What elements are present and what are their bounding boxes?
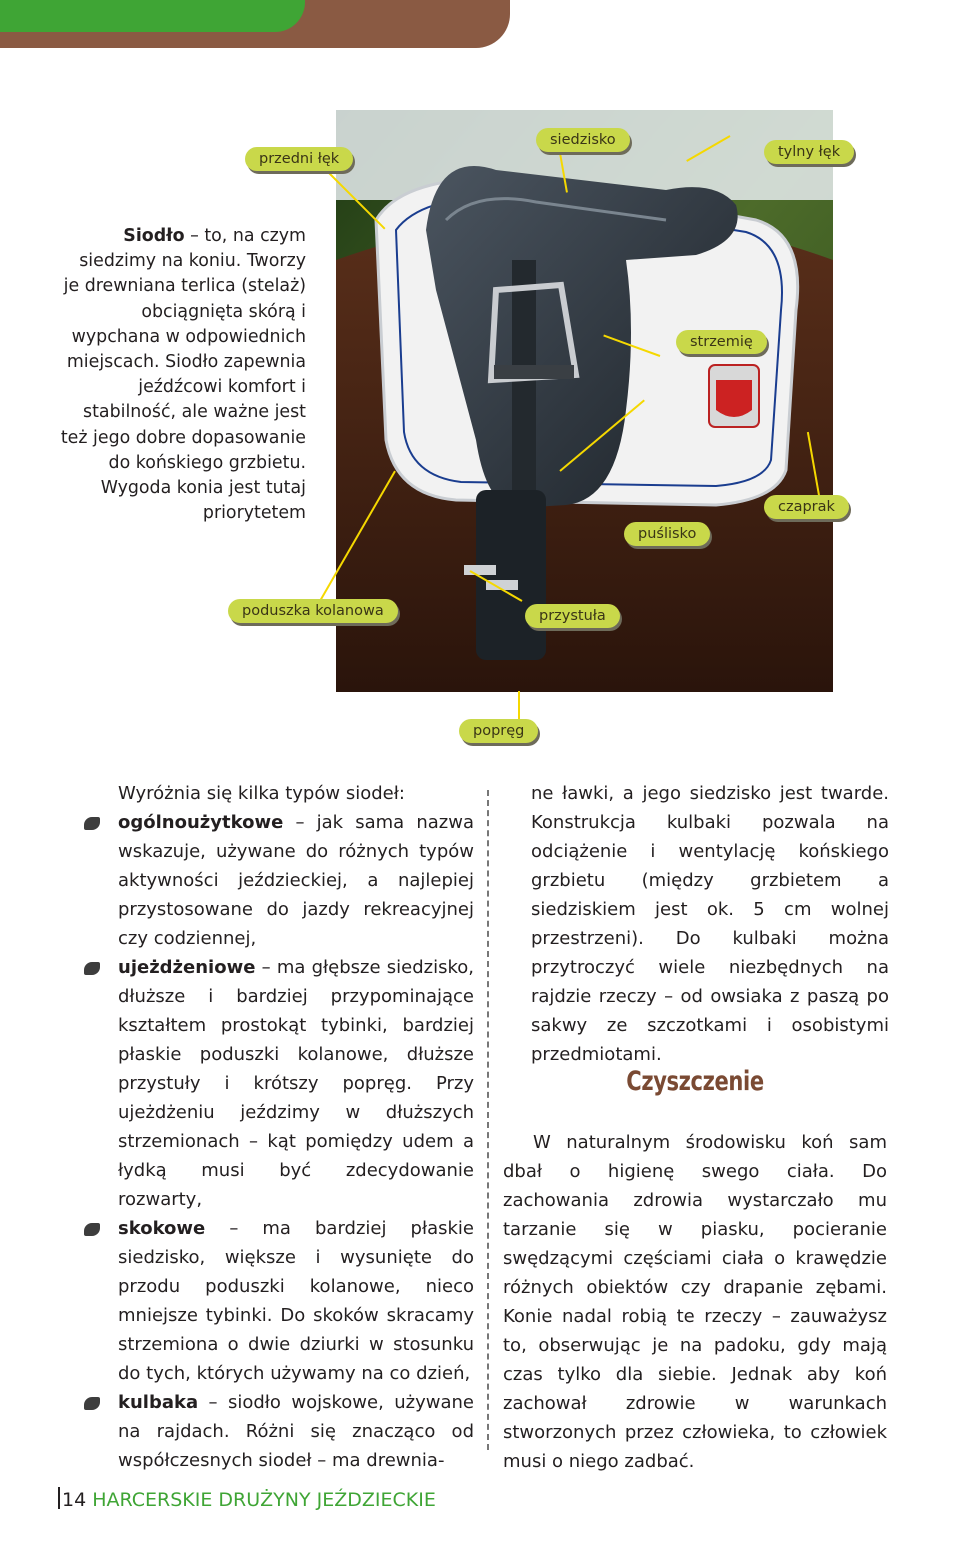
column-divider	[487, 790, 489, 1450]
type-term: kulbaka	[118, 1392, 199, 1413]
label-poduszka-kolanowa: poduszka kolanowa	[228, 599, 398, 623]
intro-body: – to, na czym siedzimy na koniu. Tworzy je drewniana terlica (stelaż) obciągnięta skórą i wypchana w odpowiednich miejscach. Siodło zapewnia jeźdźcowi komfort i stabilność, ale ważne jest też jego dobre dopasowanie do końskiego grzbietu. Wygoda konia jest tutaj priorytetem	[60, 226, 306, 524]
label-popreg: popręg	[459, 719, 538, 743]
type-term: ogólnoużytkowe	[118, 812, 284, 833]
label-tylny-lek: tylny łęk	[764, 140, 854, 164]
lead-text: Wyróżnia się kilka typów siodeł:	[118, 783, 405, 804]
cleaning-paragraph-wrap	[503, 1128, 887, 1476]
type-desc: – ma głębsze siedzisko, dłuższe i bardziej przypominające kształtem prostokąt tybinki, bardziej płaskie poduszki kolanowe, dłuższe przystuły i krótszy popręg. Przy ujeżdżeniu jeździmy w dłuższych strzemionach – kąt pomiędzy udem a łydką musi być zdecydowanie rozwarty,	[118, 957, 474, 1210]
label-przystula: przystuła	[525, 604, 620, 628]
intro-term: Siodło	[123, 226, 185, 246]
type-desc: – ma bardziej płaskie siedzisko, większe i wysunięte do przodu poduszki kolanowe, nieco mniejsze tybinki. Do skoków skracamy strzemiona o dwie dziurki w stosunku do tych, których używamy na co dzień,	[118, 1218, 474, 1384]
section-title: Czyszczenie	[626, 1066, 764, 1097]
kulbaka-continuation: ne ławki, a jego siedzisko jest twarde. Konstrukcja kulbaki pozwala na odciążenie i wentylację końskiego grzbietu (między grzbietem a siedziskiem jest ok. 5 cm wolnej przestrzeni). Do kulbaki można przytroczyć wiele niezbędnych na rajdzie rzeczy – od owsiaka z paszą po sakwy ze szczotkami i osobistymi przedmiotami.	[531, 783, 889, 1065]
footer-rule	[58, 1487, 60, 1509]
body-left-column	[118, 779, 474, 1475]
bullet-icon	[84, 1223, 100, 1236]
bullet-icon	[84, 817, 100, 830]
type-item	[118, 953, 474, 1214]
label-czaprak: czaprak	[764, 495, 849, 519]
cleaning-paragraph: W naturalnym środowisku koń sam dbał o higienę swego ciała. Do zachowania zdrowia wystarczało mu tarzanie się w piasku, pocieranie swędzącymi częściami ciała o krawędzie różnych obiektów czy drapanie zębami. Konie nadal robią te rzeczy – zauważysz to, obserwując je na padoku, gdy mają czas tylko dla siebie. Jednak aby koń zachował zdrowie w warunkach stworzonych przez człowieka, to człowiek musi o niego zadbać.	[503, 1132, 887, 1472]
type-term: ujeżdżeniowe	[118, 957, 256, 978]
bullet-icon	[84, 1397, 100, 1410]
page-footer	[58, 1487, 436, 1511]
bullet-icon	[84, 962, 100, 975]
label-strzemie: strzemię	[676, 330, 767, 354]
type-item	[118, 808, 474, 953]
header-green-band	[0, 0, 305, 32]
page-number: 14	[62, 1489, 87, 1511]
label-przedni-lek: przedni łęk	[245, 147, 353, 171]
footer-title: HARCERSKIE DRUŻYNY JEŹDZIECKIE	[92, 1489, 436, 1511]
type-item	[118, 1388, 474, 1475]
label-puslisko: puślisko	[624, 522, 710, 546]
type-desc: – jak sama nazwa wskazuje, używane do różnych typów aktywności jeździeckiej, a najlepiej przystosowane do jazdy rekreacyjnej czy codziennej,	[118, 812, 474, 949]
body-right-column	[531, 779, 889, 1069]
label-siedzisko: siedzisko	[536, 128, 630, 152]
intro-text	[60, 224, 306, 526]
type-desc-part: – siodło wojskowe, używane na rajdach. Różni się znacząco od współczesnych siodeł – ma drewnia-	[118, 1392, 474, 1471]
type-term: skokowe	[118, 1218, 206, 1239]
type-item	[118, 1214, 474, 1388]
